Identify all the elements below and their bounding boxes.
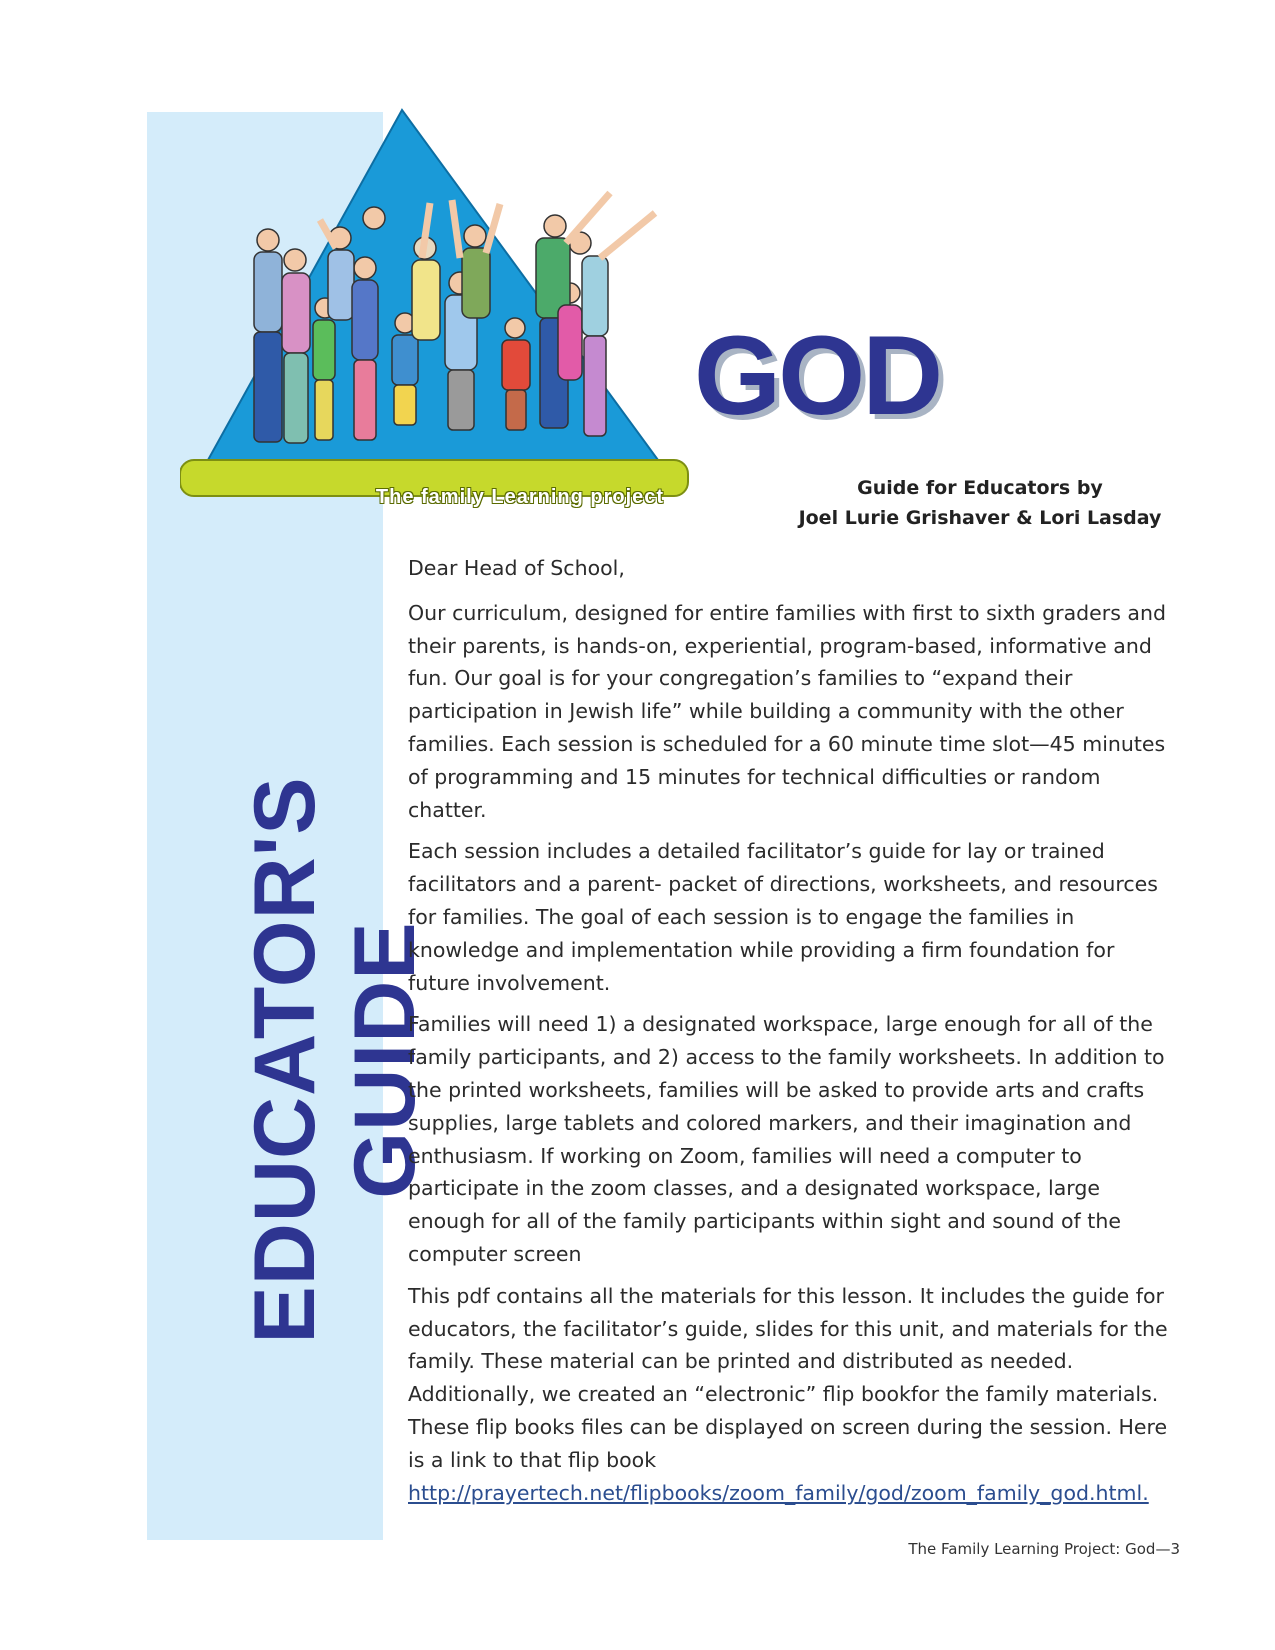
paragraph-session: Each session includes a detailed facilitator’s guide for lay or trained facilitators and a parent- packet of directions, worksheets, and resources for families. The goal of each session is to engage the families in knowledge and implementation while providing a firm foundation for future involvement. bbox=[408, 839, 1158, 995]
flipbook-link[interactable]: http://prayertech.net/flipbooks/zoom_family/god/zoom_family_god.html. bbox=[408, 1480, 1149, 1505]
byline-line1: Guide for Educators by bbox=[857, 477, 1103, 499]
page-title: GOD bbox=[694, 313, 941, 438]
byline-authors: Joel Lurie Grishaver & Lori Lasday bbox=[798, 507, 1162, 529]
paragraph-pdf bbox=[408, 1280, 1178, 1510]
salutation: Dear Head of School, bbox=[408, 556, 625, 580]
paragraph-families: Families will need 1) a designated workspace, large enough for all of the family participants, and 2) access to the family worksheets. In addition to the printed worksheets, families will be asked to provide arts and crafts supplies, large tablets and colored markers, and their imagination and enthusiasm. If working on Zoom, families will need a computer to participate in the zoom classes, and a designated workspace, large enough for all of the family participants within sight and sound of the computer screen bbox=[408, 1012, 1165, 1266]
paragraph-pdf-text: This pdf contains all the materials for this lesson. It includes the guide for educators, the facilitator’s guide, slides for this unit, and materials for the family. These material can be printed and distributed as needed. Additionally, we created an “electronic” flip bookfor the family materials. These flip books files can be displayed on screen during the session. Here is a link to that flip book bbox=[408, 1283, 1168, 1472]
family-learning-logo bbox=[180, 108, 720, 524]
page-footer: The Family Learning Project: God—3 bbox=[908, 1540, 1180, 1558]
byline bbox=[740, 473, 1220, 533]
paragraph-curriculum: Our curriculum, designed for entire families with first to sixth graders and their parents, is hands-on, experiential, program-based, informative and fun. Our goal is for your congregation’s families to “expand their participation in Jewish life” while building a community with the other families. Each session is scheduled for a 60 minute time slot—45 minutes of programming and 15 minutes for technical difficulties or random chatter. bbox=[408, 600, 1166, 822]
educators-guide-title: EDUCATOR'S GUIDE bbox=[237, 776, 433, 1344]
letter-body bbox=[408, 552, 1178, 1518]
logo-illustration bbox=[180, 108, 720, 524]
logo-banner-text: The family Learning project bbox=[375, 486, 665, 508]
